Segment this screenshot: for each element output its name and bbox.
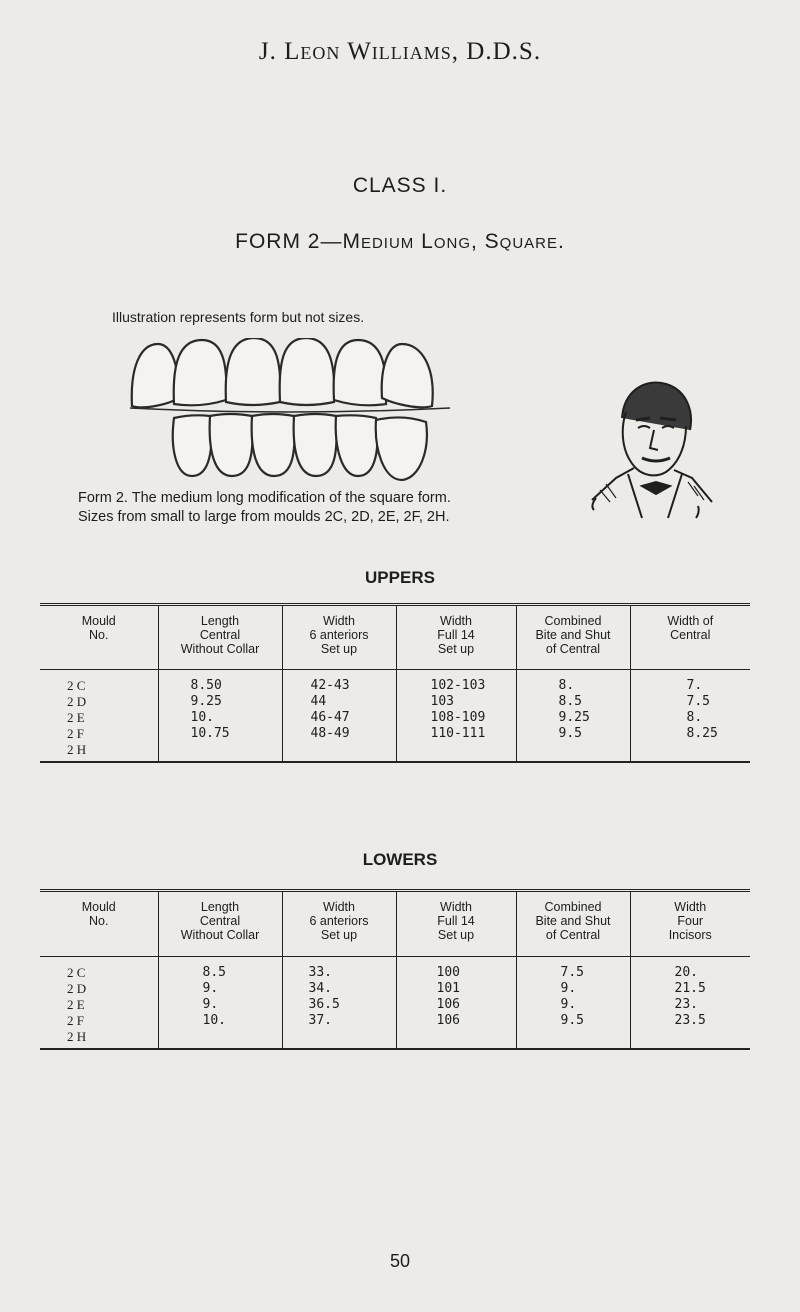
- table-cell-value: 2 H: [67, 742, 87, 757]
- header-text-line: Width: [674, 900, 707, 914]
- header-text-line: Mould: [81, 900, 116, 914]
- table-cell-value: 20.: [674, 965, 698, 980]
- table-cell-value: 106: [436, 997, 460, 1012]
- table-cell-value: 8.25: [686, 726, 718, 741]
- lower-tooth-1: [173, 415, 212, 476]
- table-cell-value: 2 F: [67, 726, 84, 741]
- uppers-title: UPPERS: [365, 568, 435, 587]
- table-cell-value: 9.: [560, 981, 577, 996]
- width-6-anteriors-cell: [282, 670, 396, 762]
- header-length-central: [158, 891, 282, 957]
- table-row: [40, 670, 750, 762]
- table-cell-value: 8.: [558, 678, 575, 693]
- header-combined-bite: [516, 605, 630, 670]
- header-text-line: of Central: [545, 642, 601, 656]
- table-cell-value: 108-109: [430, 710, 486, 725]
- table-cell-value: 2 F: [67, 1013, 84, 1028]
- running-header: J. Leon Williams, D.D.S.: [258, 38, 542, 65]
- header-mould-no: [40, 891, 158, 957]
- header-text-line: Full 14: [437, 628, 475, 642]
- table-cell-value: 110-111: [430, 726, 486, 741]
- header-text-line: Length: [200, 900, 240, 914]
- combined-bite-cell: [516, 670, 630, 762]
- header-text-line: Without Collar: [180, 642, 260, 656]
- width-6-anteriors-cell: [282, 957, 396, 1049]
- table-cell-value: 2 D: [67, 694, 87, 709]
- table-cell-value: 2 H: [67, 1029, 87, 1044]
- table-cell-value: 9.: [560, 997, 577, 1012]
- table-cell-value: 102-103: [430, 678, 486, 693]
- table-cell-value: 103: [430, 694, 454, 709]
- header-text-line: Width: [440, 900, 472, 914]
- header-text-line: Set up: [437, 928, 475, 942]
- table-header-row: [40, 891, 750, 957]
- width-full-14-cell: [396, 670, 516, 762]
- table-cell-value: 10.75: [190, 726, 230, 741]
- caption-line: Sizes from small to large from moulds 2C, 2D, 2E, 2F, 2H.: [78, 509, 450, 525]
- mould-no-cell: [40, 670, 158, 762]
- table-cell-value: 42-43: [310, 678, 350, 693]
- table-cell-value: 106: [436, 1013, 460, 1028]
- table-cell-value: 9.: [202, 981, 219, 996]
- table-cell-value: 23.: [674, 997, 698, 1012]
- table-cell-value: 100: [436, 965, 460, 980]
- header-text-line: Width of: [667, 614, 714, 628]
- upper-tooth-6: [382, 344, 433, 407]
- header-text-line: Combined: [544, 614, 602, 628]
- table-cell-value: 33.: [308, 965, 332, 980]
- illustration-note: Illustration represents form but not sizes.: [112, 309, 365, 325]
- header-text-line: Set up: [437, 642, 475, 656]
- table-cell-value: 9.25: [190, 694, 222, 709]
- table-cell-value: 8.: [686, 710, 703, 725]
- table-cell-value: 2 E: [67, 710, 85, 725]
- table-cell-value: 8.50: [190, 678, 222, 693]
- header-text-line: Width: [323, 614, 355, 628]
- lowers-table: [40, 889, 750, 1050]
- header-text-line: Central: [199, 628, 241, 642]
- header-text-line: Bite and Shut: [535, 914, 611, 928]
- header-width-of-central: [630, 605, 750, 670]
- combined-bite-cell: [516, 957, 630, 1049]
- table-cell-value: 8.5: [202, 965, 226, 980]
- width-of-central-cell: [630, 670, 750, 762]
- width-four-incisors-cell: [630, 957, 750, 1049]
- header-text-line: Width: [323, 900, 355, 914]
- header-width-full-14: [396, 891, 516, 957]
- header-text-line: of Central: [545, 928, 601, 942]
- upper-tooth-3: [226, 338, 281, 405]
- width-full-14-cell: [396, 957, 516, 1049]
- length-central-cell: [158, 957, 282, 1049]
- header-text-line: Incisors: [668, 928, 712, 942]
- header-text-line: Four: [677, 914, 704, 928]
- length-central-cell: [158, 670, 282, 762]
- header-text-line: 6 anteriors: [309, 628, 369, 642]
- table-cell-value: 2 E: [67, 997, 85, 1012]
- header-width-four-incisors: [630, 891, 750, 957]
- header-width-6-anteriors: [282, 891, 396, 957]
- table-cell-value: 8.5: [558, 694, 582, 709]
- header-text-line: Central: [199, 914, 241, 928]
- header-text-line: Central: [670, 628, 711, 642]
- header-mould-no: [40, 605, 158, 670]
- table-cell-value: 7.5: [686, 694, 710, 709]
- table-cell-value: 9.5: [560, 1013, 584, 1028]
- mould-no-cell: [40, 957, 158, 1049]
- table-row: [40, 957, 750, 1049]
- table-cell-value: 23.5: [674, 1013, 706, 1028]
- upper-tooth-5: [334, 340, 387, 405]
- lower-tooth-5: [336, 415, 378, 476]
- header-text-line: Mould: [81, 614, 116, 628]
- upper-tooth-4: [280, 338, 335, 405]
- table-cell-value: 37.: [308, 1013, 332, 1028]
- class-title: CLASS I.: [352, 174, 448, 197]
- page-number: 50: [389, 1251, 411, 1271]
- header-text-line: Combined: [544, 900, 602, 914]
- table-cell-value: 2 D: [67, 981, 87, 996]
- table-cell-value: 2 C: [67, 965, 86, 980]
- header-text-line: Without Collar: [180, 928, 260, 942]
- header-text-line: No.: [89, 628, 109, 642]
- table-cell-value: 36.5: [308, 997, 340, 1012]
- form-title: FORM 2—Medium Long, Square.: [235, 230, 565, 253]
- upper-tooth-2: [174, 340, 227, 405]
- table-cell-value: 44: [310, 694, 327, 709]
- table-cell-value: 21.5: [674, 981, 706, 996]
- header-text-line: No.: [89, 914, 109, 928]
- header-length-central: [158, 605, 282, 670]
- table-cell-value: 2 C: [67, 678, 86, 693]
- lowers-title: LOWERS: [362, 850, 438, 869]
- table-cell-value: 101: [436, 981, 460, 996]
- header-width-full-14: [396, 605, 516, 670]
- table-cell-value: 7.: [686, 678, 703, 693]
- table-cell-value: 10.: [202, 1013, 226, 1028]
- face-portrait-illustration: [586, 378, 716, 528]
- table-cell-value: 9.25: [558, 710, 590, 725]
- table-cell-value: 7.5: [560, 965, 584, 980]
- header-combined-bite: [516, 891, 630, 957]
- header-text-line: Set up: [320, 642, 358, 656]
- header-text-line: Bite and Shut: [535, 628, 611, 642]
- lower-tooth-3: [252, 414, 295, 476]
- table-cell-value: 10.: [190, 710, 214, 725]
- header-text-line: Length: [200, 614, 240, 628]
- upper-tooth-1: [132, 344, 179, 407]
- table-cell-value: 9.5: [558, 726, 582, 741]
- lower-tooth-4: [294, 414, 337, 476]
- table-header-row: [40, 605, 750, 670]
- header-text-line: 6 anteriors: [309, 914, 369, 928]
- teeth-illustration: [130, 338, 450, 484]
- uppers-table: [40, 603, 750, 763]
- header-width-6-anteriors: [282, 605, 396, 670]
- header-text-line: Width: [440, 614, 472, 628]
- header-text-line: Full 14: [437, 914, 475, 928]
- table-cell-value: 48-49: [310, 726, 350, 741]
- illustration-caption: [78, 489, 451, 527]
- caption-line: Form 2. The medium long modification of the square form.: [78, 490, 451, 506]
- table-cell-value: 9.: [202, 997, 219, 1012]
- lower-tooth-2: [210, 414, 253, 476]
- table-cell-value: 46-47: [310, 710, 350, 725]
- lower-tooth-6: [376, 417, 427, 480]
- table-cell-value: 34.: [308, 981, 332, 996]
- header-text-line: Set up: [320, 928, 358, 942]
